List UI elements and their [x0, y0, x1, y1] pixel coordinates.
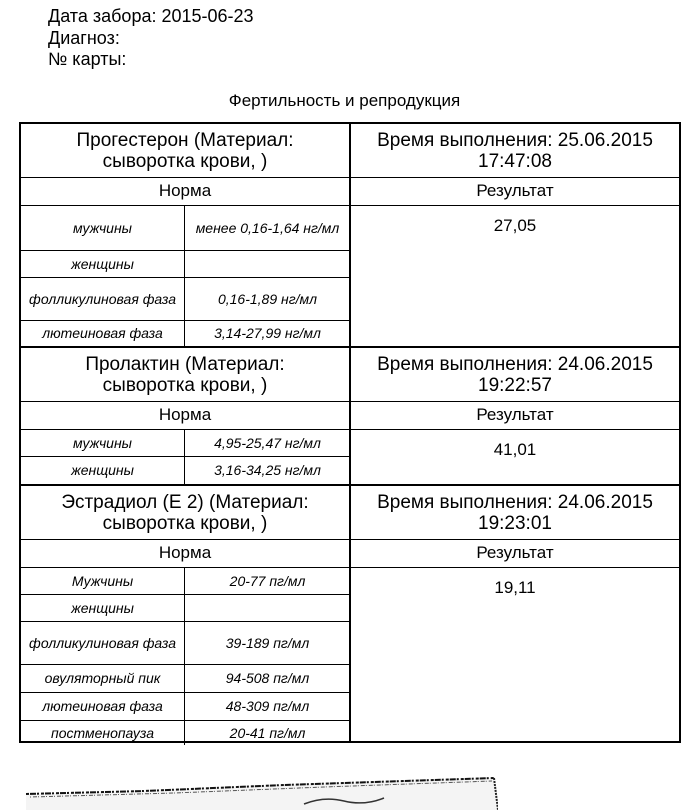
column-headers: [21, 177, 679, 206]
test-time: Время выполнения: 25.06.2015 17:47:08: [377, 129, 653, 172]
result-value: 19,11: [494, 578, 536, 597]
norm-row: женщины: [21, 595, 349, 622]
norm-row: фолликулиновая фаза 0,16-1,89 нг/мл: [21, 278, 349, 321]
result-value: 27,05: [493, 216, 537, 235]
norm-list: [21, 568, 351, 743]
norm-row: фолликулиновая фаза 39-189 пг/мл: [21, 622, 349, 665]
norm-row: лютеиновая фаза 48-309 пг/мл: [21, 693, 349, 721]
test-time: Время выполнения: 24.06.2015 19:23:01: [377, 491, 653, 534]
results-table: [19, 122, 681, 743]
norm-list: [21, 206, 351, 346]
norm-row: мужчины менее 0,16-1,64 нг/мл: [21, 206, 349, 251]
norm-row: овуляторный пик 94-508 пг/мл: [21, 665, 349, 693]
norm-row: женщины 3,16-34,25 нг/мл: [21, 457, 349, 484]
result-header: Результат: [476, 405, 554, 424]
collection-date: Дата забора: 2015-06-23: [48, 6, 254, 26]
test-title-row: [21, 124, 679, 178]
norm-list: [21, 430, 351, 484]
norm-row: лютеиновая фаза 3,14-27,99 нг/мл: [21, 321, 349, 346]
result-header: Результат: [476, 181, 554, 200]
test-name: Эстрадиол (E 2) (Материал: сыворотка крови, ): [21, 486, 351, 539]
test-block-estradiol: [21, 484, 679, 743]
norm-header: Норма: [21, 539, 351, 567]
norm-row: Мужчины 20-77 пг/мл: [21, 568, 349, 595]
diagnosis-label: Диагноз:: [48, 28, 120, 48]
norm-row: женщины: [21, 251, 349, 278]
test-title-row: [21, 486, 679, 540]
norm-row: мужчины 4,95-25,47 нг/мл: [21, 430, 349, 457]
card-number-label: № карты:: [48, 49, 127, 69]
test-title-row: [21, 348, 679, 402]
result-value: 41,01: [493, 440, 537, 459]
test-name: Пролактин (Материал: сыворотка крови, ): [21, 348, 351, 401]
test-name: Прогестерон (Материал: сыворотка крови, ): [21, 124, 351, 177]
test-time: Время выполнения: 24.06.2015 19:22:57: [377, 353, 653, 396]
norm-header: Норма: [21, 177, 351, 205]
section-title: Фертильность и репродукция: [228, 91, 461, 110]
norm-header: Норма: [21, 401, 351, 429]
norm-row: постменопауза 20-41 пг/мл: [21, 721, 349, 745]
test-block-progesterone: [21, 124, 679, 346]
column-headers: [21, 401, 679, 430]
stamp-edge: [24, 770, 498, 810]
result-header: Результат: [476, 543, 554, 562]
test-block-prolactin: [21, 346, 679, 486]
column-headers: [21, 539, 679, 568]
